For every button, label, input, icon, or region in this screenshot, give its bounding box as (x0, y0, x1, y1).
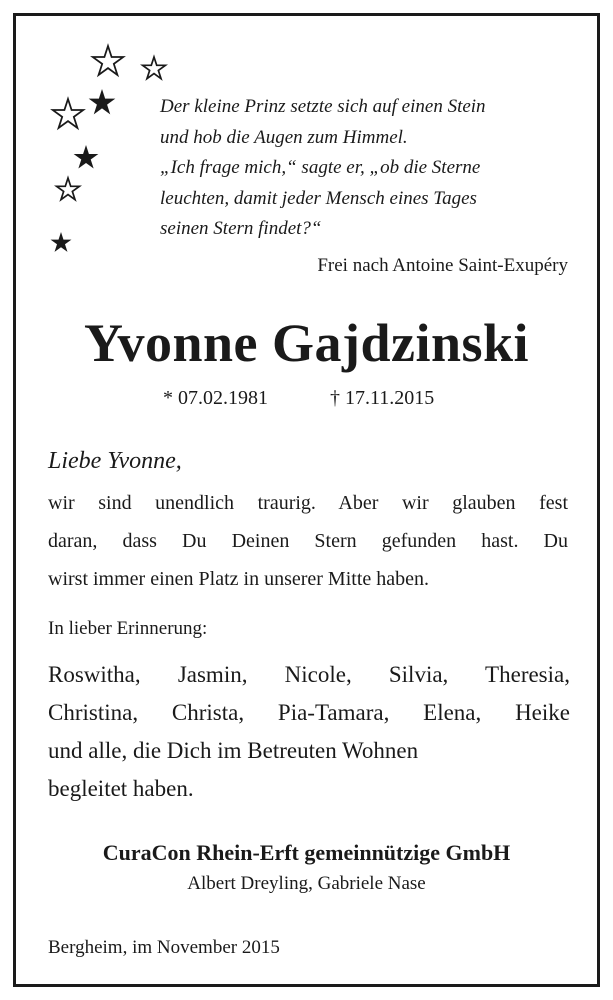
quote-block (160, 92, 580, 245)
star-outline-icon (53, 99, 83, 128)
mourner-line: Roswitha, Jasmin, Nicole, Silvia, Theresia, (48, 662, 570, 687)
deceased-name: Yvonne Gajdzinski (83, 313, 530, 373)
message-line: daran, dass Du Deinen Stern gefunden hast. Du (48, 530, 568, 552)
star-outline-icon (143, 57, 166, 79)
stars-decoration (40, 40, 180, 270)
quote-line: „Ich frage mich,“ sagte er, „ob die Sterne (160, 157, 481, 178)
star-filled-icon (51, 232, 72, 252)
star-filled-icon (74, 145, 99, 169)
star-filled-icon (89, 89, 116, 114)
quote-line: leuchten, damit jeder Mensch eines Tages (160, 187, 477, 209)
quote-attribution: Frei nach Antoine Saint-Exupéry (317, 255, 568, 276)
condolence-message (48, 484, 568, 598)
birth-date: * 07.02.1981 (163, 387, 268, 409)
quote-line: Der kleine Prinz setzte sich auf einen Stein (160, 96, 486, 117)
organization-name: CuraCon Rhein-Erft gemeinnützige GmbH (102, 840, 511, 865)
mourner-names (48, 656, 570, 808)
memory-label: In lieber Erinnerung: (48, 618, 208, 639)
mourner-line: Christina, Christa, Pia-Tamara, Elena, Heike (48, 700, 570, 725)
star-outline-icon (57, 178, 80, 200)
mourner-line: begleitet haben. (48, 776, 194, 801)
message-line: wir sind unendlich traurig. Aber wir glauben fest (48, 492, 568, 514)
death-date: † 17.11.2015 (330, 387, 435, 409)
mourner-line: und alle, die Dich im Betreuten Wohnen (48, 738, 419, 763)
quote-line: seinen Stern findet?“ (160, 218, 322, 239)
star-outline-icon (93, 46, 123, 75)
salutation: Liebe Yvonne, (48, 448, 182, 474)
organization-persons: Albert Dreyling, Gabriele Nase (187, 873, 426, 894)
quote-line: und hob die Augen zum Himmel. (160, 126, 408, 148)
place-date: Bergheim, im November 2015 (48, 937, 280, 958)
message-line: wirst immer einen Platz in unserer Mitte haben. (48, 568, 430, 590)
